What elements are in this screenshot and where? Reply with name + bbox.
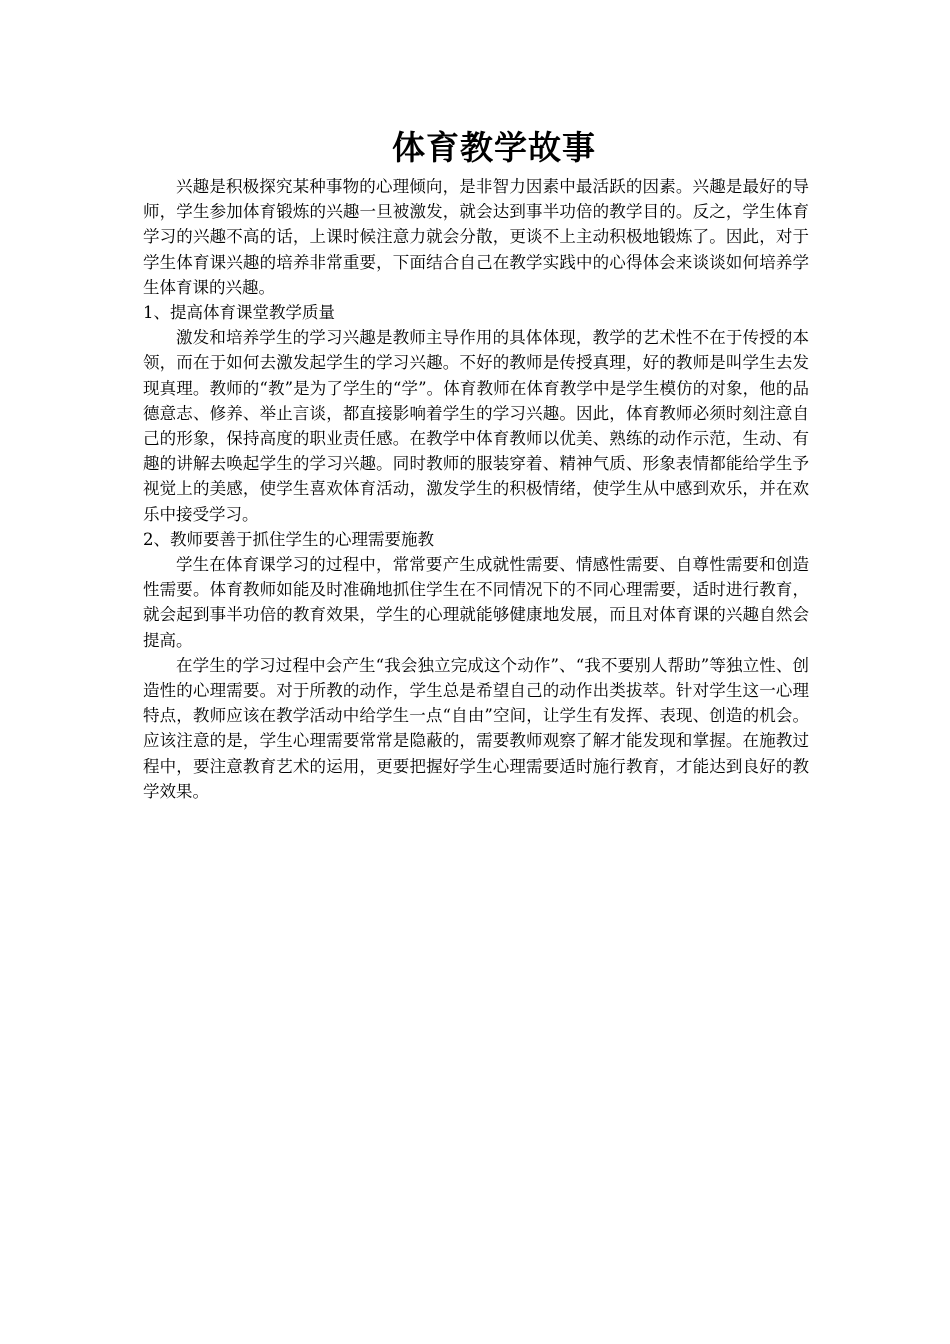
paragraph-section-2a: 学生在体育课学习的过程中，常常要产生成就性需要、情感性需要、自尊性需要和创造性需要。体育教师如能及时准确地抓住学生在不同情况下的不同心理需要，适时进行教育，就会起到事半功倍的教育效果，学生的心理就能够健康地发展，而且对体育课的兴趣自然会提高。 (143, 555, 809, 650)
paragraph-section-1: 激发和培养学生的学习兴趣是教师主导作用的具体体现，教学的艺术性不在于传授的本领，而在于如何去激发起学生的学习兴趣。不好的教师是传授真理，好的教师是叫学生去发现真理。教师的“教”是为了学生的“学”。体育教师在体育教学中是学生模仿的对象，他的品德意志、修养、举止言谈，都直接影响着学生的学习兴趣。因此，体育教师必须时刻注意自己的形象，保持高度的职业责任感。在教学中体育教师以优美、熟练的动作示范，生动、有趣的讲解去唤起学生的学习兴趣。同时教师的服装穿着、精神气质、形象表情都能给学生予视觉上的美感，使学生喜欢体育活动，激发学生的积极情绪，使学生从中感到欢乐，并在欢乐中接受学习。 (143, 328, 809, 524)
document-body (143, 174, 809, 804)
paragraph-section-2b: 在学生的学习过程中会产生“我会独立完成这个动作”、“我不要别人帮助”等独立性、创造性的心理需要。对于所教的动作，学生总是希望自己的动作出类拔萃。针对学生这一心理特点，教师应该在教学活动中给学生一点“自由”空间，让学生有发挥、表现、创造的机会。应该注意的是，学生心理需要常常是隐蔽的，需要教师观察了解才能发现和掌握。在施教过程中，要注意教育艺术的运用，更要把握好学生心理需要适时施行教育，才能达到良好的教学效果。 (143, 655, 809, 801)
section-heading-2: 2、教师要善于抓住学生的心理需要施教 (143, 529, 434, 549)
document-title: 体育教学故事 (392, 128, 596, 167)
section-heading-1: 1、提高体育课堂教学质量 (143, 303, 335, 323)
paragraph-intro: 兴趣是积极探究某种事物的心理倾向，是非智力因素中最活跃的因素。兴趣是最好的导师，学生参加体育锻炼的兴趣一旦被激发，就会达到事半功倍的教学目的。反之，学生体育学习的兴趣不高的话，上课时候注意力就会分散，更谈不上主动积极地锻炼了。因此，对于学生体育课兴趣的培养非常重要，下面结合自己在教学实践中的心得体会来谈谈如何培养学生体育课的兴趣。 (143, 177, 809, 297)
